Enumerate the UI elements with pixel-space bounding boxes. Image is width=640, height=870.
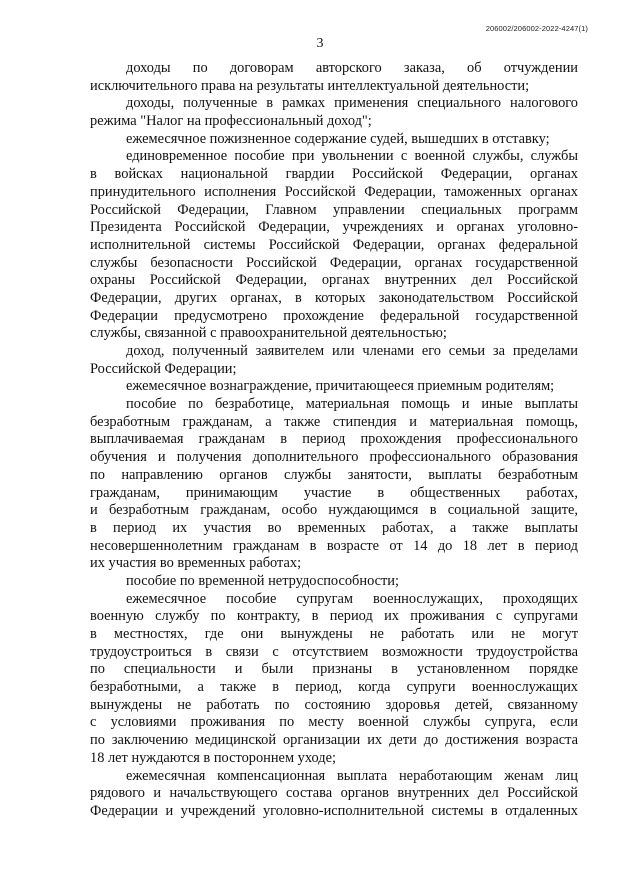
text-line: с условиями проживания по месту военной службы супруга, если <box>90 714 578 731</box>
text-line: 18 лет нуждаются в постороннем уходе; <box>90 749 336 766</box>
text-line: режима "Налог на профессиональный доход"; <box>90 113 372 130</box>
text-line: исключительного права на результаты интеллектуальной деятельности; <box>90 77 530 94</box>
text-line: ежемесячное пособие супругам военнослужащих, проходящих <box>126 590 578 607</box>
text-line: гражданам, принимающим участие в общественных работах, <box>90 484 578 501</box>
text-line: рядового и начальствующего состава органов внутренних дел Российской <box>90 785 578 802</box>
page-number: 3 <box>316 36 324 51</box>
text-line: безработным гражданам, а также стипендия и материальная помощь, <box>90 413 578 430</box>
text-line: Федерации предусмотрено прохождение федеральной государственной <box>90 307 578 324</box>
document-id: 206002/206002-2022-4247(1) <box>485 24 588 33</box>
text-line: принудительного исполнения Российской Федерации, таможенных органах <box>90 183 578 200</box>
text-line: и безработным гражданам, особо нуждающимся в социальной защите, <box>90 502 578 519</box>
text-line: доход, полученный заявителем или членами его семьи за пределами <box>126 343 578 359</box>
text-line: исполнительной системы Российской Федерации, органах федеральной <box>90 236 578 253</box>
text-line: их участия во временных работах; <box>90 555 302 572</box>
text-line: пособие по безработице, материальная помощь и иные выплаты <box>126 396 578 413</box>
text-line: по заключению медицинской организации их дети до достижения возраста <box>90 732 578 749</box>
text-line: Федерации, других органах, в которых законодательством Российской <box>90 289 578 306</box>
text-line: несовершеннолетним гражданам в возрасте от 14 до 18 лет в период <box>90 537 578 554</box>
text-line: в войсках национальной гвардии Российской Федерации, органах <box>90 166 578 183</box>
text-line: Федерации и учреждений уголовно-исполнительной системы в отдаленных <box>90 802 578 819</box>
text-line: по направлению органов службы занятости, выплаты безработным <box>90 466 578 483</box>
text-line: службы, связанной с правоохранительной деятельностью; <box>90 325 447 342</box>
text-line: доходы, полученные в рамках применения специального налогового <box>126 95 578 112</box>
text-line: по специальности и были признаны в установленном порядке <box>90 661 578 678</box>
text-line: Российской Федерации, Главном управлении специальных программ <box>90 201 578 218</box>
text-line: Российской Федерации; <box>90 360 237 377</box>
text-line: охраны Российской Федерации, органах внутренних дел Российской <box>90 272 578 289</box>
text-line: службы безопасности Российской Федерации, органах государственной <box>90 254 578 271</box>
text-line: пособие по временной нетрудоспособности; <box>126 572 400 589</box>
text-line: военную службу по контракту, в период их проживания с супругами <box>90 608 578 625</box>
document-body <box>90 60 578 821</box>
text-line: безработными, а также в период, когда супруги военнослужащих <box>90 679 578 696</box>
text-line: в местностях, где они вынуждены не работать или не могут <box>90 626 578 642</box>
text-line: ежемесячная компенсационная выплата неработающим женам лиц <box>126 767 578 784</box>
text-line: ежемесячное пожизненное содержание судей, вышедших в отставку; <box>126 130 550 147</box>
text-line: обучения и получения дополнительного профессионального образования <box>90 449 578 466</box>
text-line: трудоустроиться в связи с отсутствием возможности трудоустройства <box>90 643 578 660</box>
text-line: выплачиваемая гражданам в период прохождения профессионального <box>90 431 578 448</box>
text-line: в период их участия во временных работах, а также выплаты <box>90 519 578 536</box>
text-line: вынуждены не работать по состоянию здоровья детей, связанному <box>90 696 578 713</box>
text-line: единовременное пособие при увольнении с военной службы, службы <box>126 148 578 165</box>
text-line: доходы по договорам авторского заказа, об отчуждении <box>126 60 578 76</box>
text-line: ежемесячное вознаграждение, причитающееся приемным родителям; <box>126 378 555 395</box>
text-line: Президента Российской Федерации, учреждениях и органах уголовно- <box>90 219 578 236</box>
